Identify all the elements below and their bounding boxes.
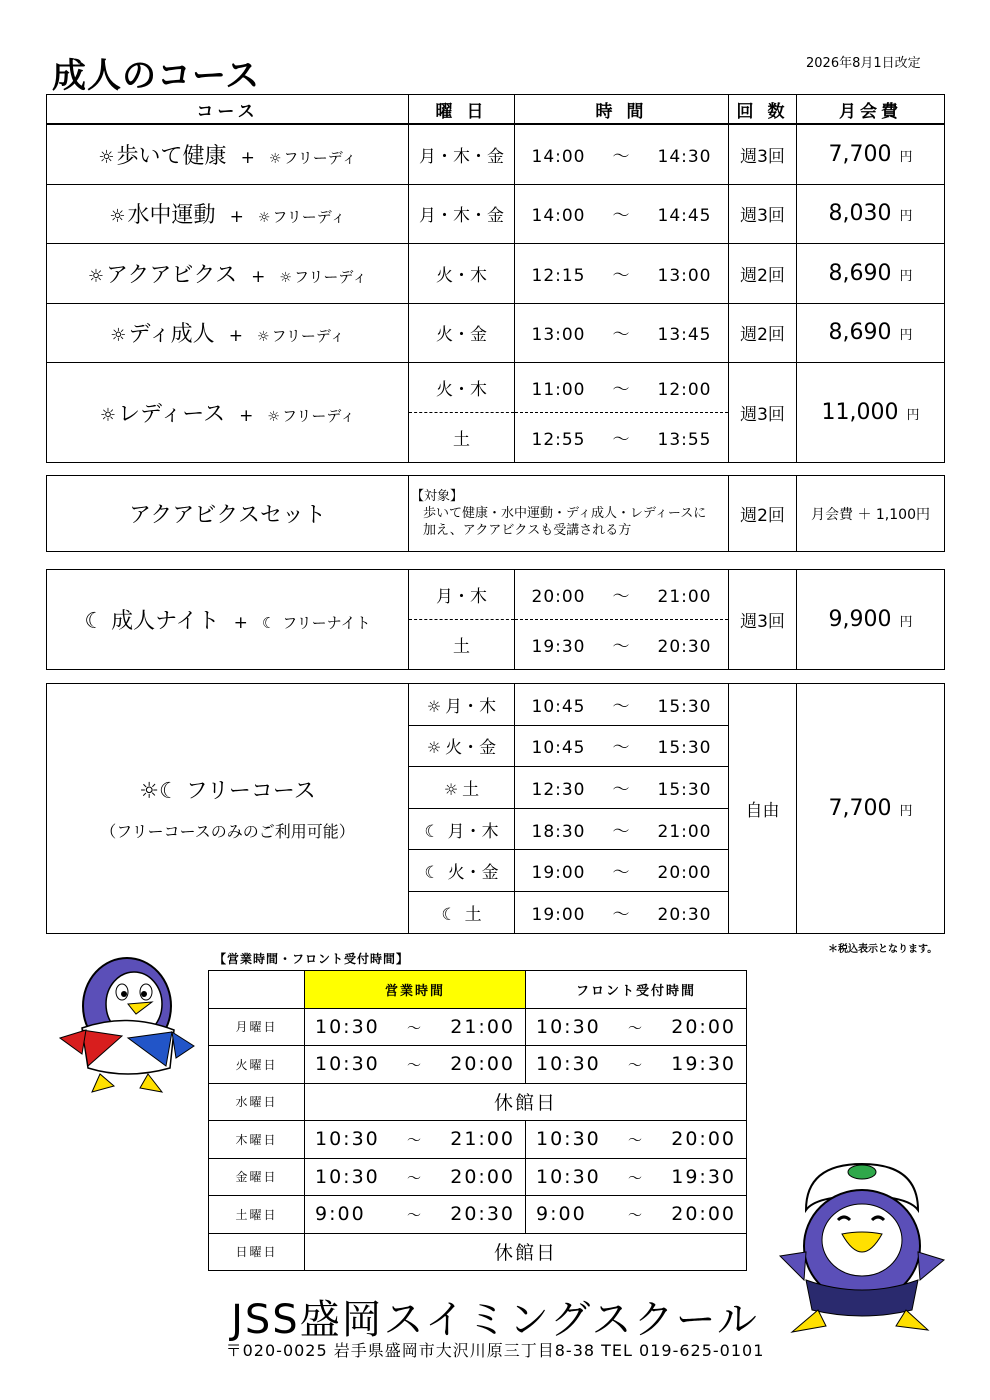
hours-title: 【営業時間・フロント受付時間】: [214, 952, 410, 966]
course-time: 14:00 〜 14:45: [515, 184, 729, 244]
course-day: 月・木・金: [409, 125, 515, 185]
sun-icon: ☼: [268, 150, 282, 167]
hours-row: [209, 1008, 747, 1046]
moon-icon: ☾: [158, 779, 179, 805]
sun-icon: ☼: [426, 738, 442, 758]
hours-day: 土曜日: [209, 1196, 305, 1234]
hours-open: 10:30 〜 21:00: [305, 1008, 526, 1046]
course-day: 火・金: [409, 303, 515, 363]
hours-row: [209, 1196, 747, 1234]
ladies-time-sat: 12:55 〜 13:55: [515, 413, 729, 463]
header-course: コース: [47, 95, 409, 124]
course-name: ☼アクアビクス + ☼ フリーディ: [47, 244, 409, 304]
night-time: 20:00 〜 21:00: [515, 570, 729, 620]
moon-icon: ☾: [424, 863, 440, 884]
school-address: 〒020-0025 岩手県盛岡市大沢川原三丁目8-38 TEL 019-625-0101: [225, 1341, 765, 1360]
aqua-set-target: 【対象】 歩いて健康・水中運動・ディ成人・レディースに 加え、アクアビクスも受講される方: [409, 476, 729, 552]
course-ladies: ☼レディース + ☼ フリーディ: [47, 363, 409, 463]
course-table: [46, 124, 945, 463]
hours-row: [209, 1233, 747, 1271]
free-slot-day: ☾ 土: [409, 891, 515, 933]
hours-table: [208, 970, 747, 1271]
sun-icon: ☼: [279, 269, 292, 286]
free-slot-row: [47, 684, 945, 726]
free-slot-time: 19:00 〜 20:00: [515, 850, 729, 892]
moon-icon: ☾: [424, 821, 440, 842]
hours-row: [209, 1158, 747, 1196]
night-freq: 週3回: [729, 570, 797, 670]
aqua-set-freq: 週2回: [729, 476, 797, 552]
free-course-freq: 自由: [729, 684, 797, 934]
hours-col-open: 営業時間: [305, 971, 526, 1009]
sun-icon: ☼: [256, 329, 270, 346]
course-night: ☾ 成人ナイト + ☾ フリーナイト: [47, 570, 409, 670]
course-day: 月・木・金: [409, 184, 515, 244]
header-time: 時 間: [515, 95, 729, 124]
free-slot-time: 12:30 〜 15:30: [515, 767, 729, 809]
hours-row: [209, 1083, 747, 1121]
course-freq: 週2回: [729, 303, 797, 363]
hours-row: [209, 1121, 747, 1159]
course-time: 13:00 〜 13:45: [515, 303, 729, 363]
night-day-sat: 土: [409, 620, 515, 670]
course-row: [47, 184, 945, 244]
hours-day: 木曜日: [209, 1121, 305, 1159]
course-name: ☼歩いて健康 + ☼ フリーディ: [47, 125, 409, 185]
sun-icon: ☼: [98, 146, 115, 168]
course-row: [47, 244, 945, 304]
sun-icon: ☼: [99, 405, 116, 426]
header-day: 曜 日: [409, 95, 515, 124]
free-slot-day: ☼ 火・金: [409, 725, 515, 767]
course-row: [47, 125, 945, 185]
course-fee: 7,700 円: [797, 125, 945, 185]
free-slot-day: ☼ 土: [409, 767, 515, 809]
course-fee: 8,690 円: [797, 244, 945, 304]
night-fee: 9,900 円: [797, 570, 945, 670]
revision-date: 2026年8月1日改定: [806, 56, 921, 71]
course-freq: 週3回: [729, 125, 797, 185]
tax-note: ＊税込表示となります。: [828, 944, 938, 955]
course-freq: 週3回: [729, 184, 797, 244]
hours-open: 10:30 〜 20:00: [305, 1046, 526, 1084]
hours-closed: 休館日: [305, 1233, 747, 1271]
hours-open: 10:30 〜 20:00: [305, 1158, 526, 1196]
hours-front: 10:30 〜 19:30: [526, 1158, 747, 1196]
free-slot-time: 10:45 〜 15:30: [515, 725, 729, 767]
sun-icon: ☼: [257, 210, 271, 227]
moon-icon: ☾: [441, 904, 457, 925]
night-table: [46, 569, 945, 670]
hours-day: 月曜日: [209, 1008, 305, 1046]
header-fee: 月会費: [797, 95, 945, 124]
course-fee: 8,690 円: [797, 303, 945, 363]
aqua-set-table: [46, 475, 945, 552]
sun-icon: ☼: [267, 409, 280, 425]
hours-front: 9:00 〜 20:00: [526, 1196, 747, 1234]
hours-front: 10:30 〜 20:00: [526, 1121, 747, 1159]
hours-open: 10:30 〜 21:00: [305, 1121, 526, 1159]
sun-icon: ☼: [443, 779, 459, 799]
free-slot-day: ☼ 月・木: [409, 684, 515, 726]
hours-closed: 休館日: [305, 1083, 747, 1121]
hours-open: 9:00 〜 20:30: [305, 1196, 526, 1234]
free-slot-time: 18:30 〜 21:00: [515, 808, 729, 850]
hours-front: 10:30 〜 20:00: [526, 1008, 747, 1046]
ladies-day-sat: 土: [409, 413, 515, 463]
ladies-fee: 11,000 円: [797, 363, 945, 463]
aqua-set-name: アクアビクスセット: [47, 476, 409, 552]
sun-icon: ☼: [426, 696, 442, 716]
free-course-fee: 7,700 円: [797, 684, 945, 934]
moon-icon: ☾: [84, 609, 105, 634]
hours-day: 水曜日: [209, 1083, 305, 1121]
hours-day: 日曜日: [209, 1233, 305, 1271]
course-day: 火・木: [409, 244, 515, 304]
free-slot-time: 10:45 〜 15:30: [515, 684, 729, 726]
aqua-set-fee: 月会費 ＋ 1,100円: [797, 476, 945, 552]
hours-col-front: フロント受付時間: [526, 971, 747, 1009]
course-header-table: [46, 94, 945, 124]
hours-day: 火曜日: [209, 1046, 305, 1084]
course-freq: 週2回: [729, 244, 797, 304]
free-slot-day: ☾ 月・木: [409, 808, 515, 850]
course-name: ☼ディ成人 + ☼ フリーディ: [47, 303, 409, 363]
free-course-name: ☼☾ フリーコース （フリーコースのみのご利用可能）: [47, 684, 409, 934]
hours-row: [209, 1046, 747, 1084]
header-freq: 回 数: [729, 95, 797, 124]
free-course-table: [46, 683, 945, 934]
free-slot-day: ☾ 火・金: [409, 850, 515, 892]
ladies-freq: 週3回: [729, 363, 797, 463]
course-row: [47, 303, 945, 363]
course-fee: 8,030 円: [797, 184, 945, 244]
school-name: JSS盛岡スイミングスクール: [231, 1297, 759, 1343]
course-time: 12:15 〜 13:00: [515, 244, 729, 304]
hours-front: 10:30 〜 19:30: [526, 1046, 747, 1084]
sun-icon: ☼: [110, 325, 127, 347]
ladies-day: 火・木: [409, 363, 515, 413]
page-title: 成人のコース: [52, 56, 261, 96]
hours-day: 金曜日: [209, 1158, 305, 1196]
sun-icon: ☼: [109, 206, 126, 228]
penguin-mascot-left: [52, 946, 202, 1096]
sun-icon: ☼: [139, 779, 159, 805]
night-day: 月・木: [409, 570, 515, 620]
hours-corner: [209, 971, 305, 1009]
sun-icon: ☼: [87, 265, 104, 287]
free-slot-time: 19:00 〜 20:30: [515, 891, 729, 933]
ladies-time: 11:00 〜 12:00: [515, 363, 729, 413]
course-time: 14:00 〜 14:30: [515, 125, 729, 185]
course-name: ☼水中運動 + ☼ フリーディ: [47, 184, 409, 244]
moon-icon: ☾: [261, 614, 276, 632]
night-time-sat: 19:30 〜 20:30: [515, 620, 729, 670]
